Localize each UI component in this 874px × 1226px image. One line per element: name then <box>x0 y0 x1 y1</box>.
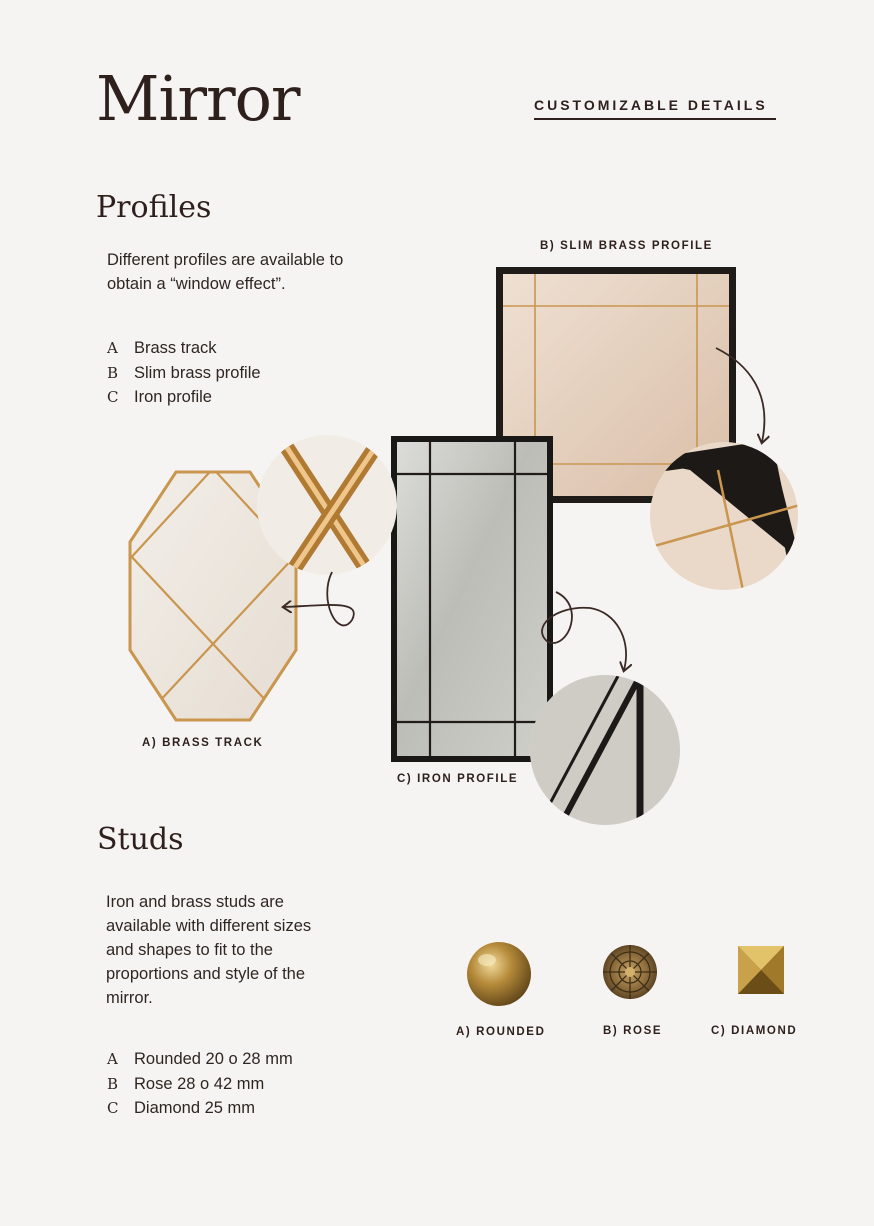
list-letter: B <box>107 1074 119 1093</box>
list-letter: A <box>107 339 118 357</box>
studs-description-line: proportions and style of the <box>106 965 306 983</box>
studs-list <box>107 1047 293 1121</box>
caption-diamond: C) DIAMOND <box>711 1025 798 1037</box>
list-label: Slim brass profile <box>134 363 261 382</box>
profiles-heading: Profiles <box>96 190 212 225</box>
list-label: Iron profile <box>134 388 212 406</box>
list-item <box>107 1096 293 1121</box>
caption-slim-brass-profile: B) SLIM BRASS PROFILE <box>540 240 713 252</box>
studs-heading: Studs <box>97 822 184 857</box>
diamond-stud-image <box>738 946 784 994</box>
iron-profile-mirror-image <box>391 436 553 762</box>
page-title: Mirror <box>96 62 300 135</box>
list-letter: B <box>107 363 119 382</box>
list-letter: C <box>107 388 119 406</box>
list-letter: C <box>107 1099 119 1117</box>
list-letter: A <box>107 1050 118 1068</box>
studs-description-line: and shapes to fit to the <box>106 941 273 959</box>
list-label: Brass track <box>134 339 217 357</box>
caption-rounded: A) ROUNDED <box>456 1026 546 1038</box>
studs-description-line: mirror. <box>106 989 153 1007</box>
list-item <box>107 1072 293 1097</box>
profiles-description-line: Different profiles are available to <box>107 251 344 269</box>
list-label: Diamond 25 mm <box>134 1099 256 1117</box>
rose-stud-image <box>603 945 657 999</box>
studs-description <box>106 890 311 1010</box>
studs-description-line: available with different sizes <box>106 917 312 935</box>
section-badge: CUSTOMIZABLE DETAILS <box>534 97 776 120</box>
profiles-description-line: obtain a “window effect”. <box>107 275 286 293</box>
list-label: Rose 28 o 42 mm <box>134 1074 265 1093</box>
caption-rose: B) ROSE <box>603 1025 663 1037</box>
caption-brass-track: A) BRASS TRACK <box>142 737 264 749</box>
studs-description-line: Iron and brass studs are <box>106 893 284 911</box>
list-item <box>107 1047 293 1072</box>
brass-track-detail-circle <box>257 435 397 575</box>
iron-profile-detail-circle <box>530 675 680 826</box>
list-label: Rounded 20 o 28 mm <box>134 1050 293 1068</box>
caption-iron-profile: C) IRON PROFILE <box>397 773 519 785</box>
rounded-stud-image <box>467 942 531 1006</box>
arrow-to-iron-detail <box>542 592 626 670</box>
